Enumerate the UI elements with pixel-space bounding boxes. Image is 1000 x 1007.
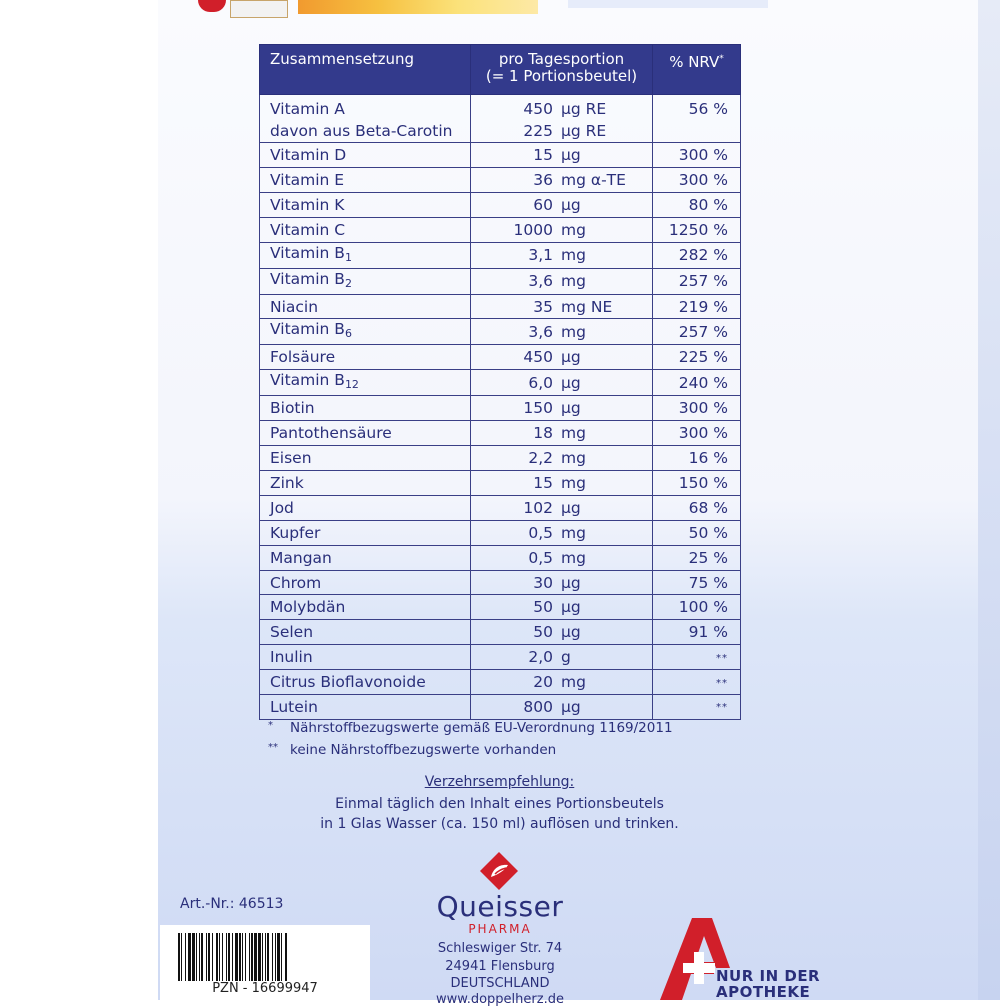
amount-cell [471,695,653,720]
header-composition: Zusammensetzung [260,45,471,95]
footnote-text: Nährstoffbezugswerte gemäß EU-Verordnung 1169/2011 [290,720,673,736]
table-row [260,294,741,319]
address-country: DEUTSCHLAND [450,976,550,991]
nrv-value: 80 % [688,195,728,214]
nrv-cell [653,570,741,595]
nrv-value: 225 % [678,348,728,367]
footnote-no-nrv [268,742,556,758]
amount-unit: µg [561,399,581,418]
amount-value: 450 [523,348,553,367]
nutrient-name-cell [260,545,471,570]
nrv-cell [653,471,741,496]
nrv-cell [653,95,741,143]
nutrient-name: Jod [270,498,294,517]
table-row [260,695,741,720]
nutrient-name: Inulin [270,648,313,667]
nutrient-name: Citrus Bioflavonoide [270,673,426,692]
amount-unit: µg RE [561,100,607,118]
nrv-value: 300 % [678,424,728,443]
amount-value: 225 [523,122,553,140]
footnote-nrv [268,720,673,736]
pharmacy-badge-line1: NUR IN DER [716,967,821,985]
nutrient-name: Molybdän [270,598,346,617]
nutrient-name-cell [260,396,471,421]
amount-cell [471,268,653,294]
queisser-logo-icon [478,850,520,892]
nrv-value: 300 % [678,170,728,189]
nutrient-name: Vitamin B [270,371,345,390]
amount-unit: µg [561,348,581,367]
nrv-value: ** [716,677,728,689]
footnote-mark: ** [268,742,278,753]
amount-value: 35 [533,297,553,316]
product-box-image [230,0,288,18]
table-header-row [260,45,741,95]
header-daily-portion-line1: pro Tagesportion [498,50,625,68]
nrv-value: 100 % [678,598,728,617]
amount-value: 102 [523,498,553,517]
nutrient-name: Zink [270,473,304,492]
package-side-strip [978,0,1000,1000]
nrv-cell [653,695,741,720]
amount-value: 150 [523,399,553,418]
amount-unit: µg [561,623,581,642]
address-street: Schleswiger Str. 74 [437,941,563,956]
nrv-cell [653,495,741,520]
amount-cell [471,217,653,242]
nutrition-table [259,44,741,720]
amount-value: 3,1 [528,246,553,265]
amount-value: 6,0 [528,373,553,392]
nutrient-name-cell [260,345,471,370]
nrv-cell [653,167,741,192]
nrv-value: 1250 % [668,220,728,239]
recommendation-line2: in 1 Glas Wasser (ca. 150 ml) auflösen und trinken. [320,816,679,832]
header-nrv-mark: * [719,54,724,64]
brand-heart-icon [198,0,226,12]
pharmacy-badge-line2: APOTHEKE [716,983,811,1001]
amount-unit: µg [561,373,581,392]
table-row [260,421,741,446]
nrv-cell [653,645,741,670]
amount-cell [471,570,653,595]
amount-value: 36 [533,170,553,189]
amount-unit: mg [561,449,586,468]
nutrient-name-cell [260,268,471,294]
barcode-icon [178,933,364,981]
nrv-value: ** [716,652,728,664]
nutrient-name-cell [260,143,471,168]
table-row [260,319,741,345]
amount-unit: mg [561,548,586,567]
nrv-value: 282 % [678,246,728,265]
nutrient-name: Selen [270,623,314,642]
pharmacy-only-badge [716,968,820,1000]
table-row [260,495,741,520]
manufacturer-website: www.doppelherz.de [436,992,564,1007]
manufacturer-subtitle: PHARMA [468,922,532,936]
amount-value: 50 [533,623,553,642]
nrv-cell [653,268,741,294]
article-number: Art.-Nr.: 46513 [180,896,284,912]
amount-cell [471,670,653,695]
recommendation-title: Verzehrsempfehlung: [424,774,575,790]
nutrient-name: Folsäure [270,348,336,367]
table-row [260,620,741,645]
amount-cell [471,495,653,520]
amount-value: 50 [533,598,553,617]
nutrient-name: Mangan [270,548,332,567]
table-row [260,217,741,242]
nutrient-name-sub: davon aus Beta-Carotin [270,122,453,140]
barcode-bar [287,933,288,981]
nrv-value: 50 % [688,523,728,542]
nutrient-name-cell [260,446,471,471]
nrv-cell [653,143,741,168]
nrv-cell [653,294,741,319]
nutrient-name-cell [260,620,471,645]
nutrient-name: Vitamin B [270,243,345,262]
nutrient-name-cell [260,471,471,496]
table-row [260,670,741,695]
amount-unit: mg [561,322,586,341]
amount-unit: mg NE [561,297,613,316]
amount-cell [471,645,653,670]
manufacturer-name: Queisser [436,890,564,923]
amount-cell [471,446,653,471]
amount-value: 3,6 [528,272,553,291]
nutrient-subscript: 12 [344,378,359,392]
address-city: 24941 Flensburg [445,959,555,974]
amount-unit: µg [561,697,581,716]
table-row [260,570,741,595]
nutrient-name: Vitamin E [270,170,345,189]
amount-cell [471,370,653,396]
amount-value: 15 [533,145,553,164]
nrv-cell [653,345,741,370]
nrv-cell [653,396,741,421]
nrv-cell [653,370,741,396]
table-row [260,446,741,471]
nutrient-name-cell [260,645,471,670]
amount-value: 800 [523,697,553,716]
table-row [260,242,741,268]
table-row [260,345,741,370]
amount-unit: mg [561,220,586,239]
nrv-cell [653,421,741,446]
nutrient-name: Vitamin B [270,320,345,339]
nrv-value: 300 % [678,399,728,418]
nutrient-name-cell [260,421,471,446]
nutrient-name-cell [260,495,471,520]
amount-unit: mg [561,246,586,265]
amount-cell [471,167,653,192]
nrv-value: 150 % [678,473,728,492]
nutrient-name: Vitamin A [270,100,345,118]
nrv-cell [653,595,741,620]
amount-cell [471,595,653,620]
amount-unit: mg [561,473,586,492]
amount-unit: mg α-TE [561,170,626,189]
amount-value: 60 [533,195,553,214]
nrv-cell [653,192,741,217]
amount-value: 0,5 [528,548,553,567]
amount-cell [471,545,653,570]
table-row [260,268,741,294]
header-nrv: % NRV* [653,45,741,95]
nutrient-name-cell [260,294,471,319]
nrv-value: ** [716,702,728,714]
nrv-cell [653,520,741,545]
blue-brand-band [568,0,768,8]
nutrient-name-cell [260,520,471,545]
pzn-number: PZN - 16699947 [212,981,318,996]
amount-cell [471,294,653,319]
nutrient-name-cell [260,95,471,143]
amount-cell [471,345,653,370]
amount-unit: g [561,648,571,667]
nutrient-name: Vitamin K [270,195,345,214]
amount-value: 3,6 [528,322,553,341]
table-row [260,192,741,217]
nutrient-name: Lutein [270,697,318,716]
nrv-value: 240 % [678,373,728,392]
nutrient-subscript: 2 [344,276,352,290]
amount-unit: mg [561,523,586,542]
amount-unit: µg [561,498,581,517]
amount-unit: µg [561,195,581,214]
footnote-mark: * [268,720,273,731]
nutrient-name: Biotin [270,399,315,418]
nutrient-name-cell [260,217,471,242]
nrv-value: 25 % [688,548,728,567]
nutrient-name-cell [260,595,471,620]
amount-value: 18 [533,424,553,443]
package-top-strip [158,0,1000,20]
amount-cell [471,319,653,345]
amount-unit: µg [561,145,581,164]
nutrient-name-cell [260,370,471,396]
footnote-text: keine Nährstoffbezugswerte vorhanden [290,742,557,758]
amount-value: 2,2 [528,449,553,468]
nrv-value: 56 % [688,100,728,118]
amount-value: 0,5 [528,523,553,542]
table-row [260,396,741,421]
recommendation-line1: Einmal täglich den Inhalt eines Portionsbeutels [335,796,664,812]
nutrient-name-cell [260,319,471,345]
amount-value: 20 [533,673,553,692]
nrv-cell [653,670,741,695]
nrv-value: 257 % [678,272,728,291]
amount-cell [471,520,653,545]
nrv-value: 91 % [688,623,728,642]
nutrient-name-cell [260,167,471,192]
nrv-cell [653,242,741,268]
nutrient-name: Chrom [270,573,322,592]
orange-brand-band [298,0,538,14]
nutrient-subscript: 1 [344,250,352,264]
nutrient-subscript: 6 [344,327,352,341]
table-row [260,167,741,192]
nrv-cell [653,620,741,645]
amount-unit: µg [561,573,581,592]
header-daily-portion-line2: (= 1 Portionsbeutel) [485,67,638,85]
amount-value: 1000 [513,220,553,239]
amount-value: 2,0 [528,648,553,667]
nutrient-name-cell [260,695,471,720]
nrv-value: 68 % [688,498,728,517]
nrv-cell [653,446,741,471]
table-row-vitamin-a [260,95,741,143]
nutrient-name: Kupfer [270,523,321,542]
header-daily-portion [471,45,653,95]
amount-cell [471,192,653,217]
table-row [260,143,741,168]
nutrient-name-cell [260,242,471,268]
nutrient-name: Niacin [270,297,319,316]
amount-cell [471,143,653,168]
nutrient-name-cell [260,670,471,695]
nutrient-name: Eisen [270,449,312,468]
amount-unit: µg [561,598,581,617]
barcode-label [160,925,370,1000]
amount-cell [471,396,653,421]
nutrient-name-cell [260,192,471,217]
amount-unit: mg [561,673,586,692]
amount-unit: µg RE [561,122,607,140]
table-row [260,370,741,396]
amount-cell [471,242,653,268]
nrv-value: 300 % [678,145,728,164]
nutrient-name: Vitamin C [270,220,346,239]
amount-cell [471,471,653,496]
amount-unit: mg [561,424,586,443]
nutrient-name-cell [260,570,471,595]
table-row [260,595,741,620]
nutrient-name: Pantothensäure [270,424,392,443]
table-row [260,520,741,545]
nrv-cell [653,319,741,345]
table-row [260,545,741,570]
nrv-value: 16 % [688,449,728,468]
amount-value: 450 [523,100,553,118]
amount-cell [471,421,653,446]
table-row [260,645,741,670]
amount-value: 15 [533,473,553,492]
nrv-value: 257 % [678,322,728,341]
nutrient-name: Vitamin B [270,269,345,288]
table-row [260,471,741,496]
nrv-value: 219 % [678,297,728,316]
amount-value: 30 [533,573,553,592]
nrv-cell [653,545,741,570]
nutrient-name: Vitamin D [270,145,347,164]
nrv-value: 75 % [688,573,728,592]
amount-cell [471,95,653,143]
amount-cell [471,620,653,645]
nrv-cell [653,217,741,242]
amount-unit: mg [561,272,586,291]
